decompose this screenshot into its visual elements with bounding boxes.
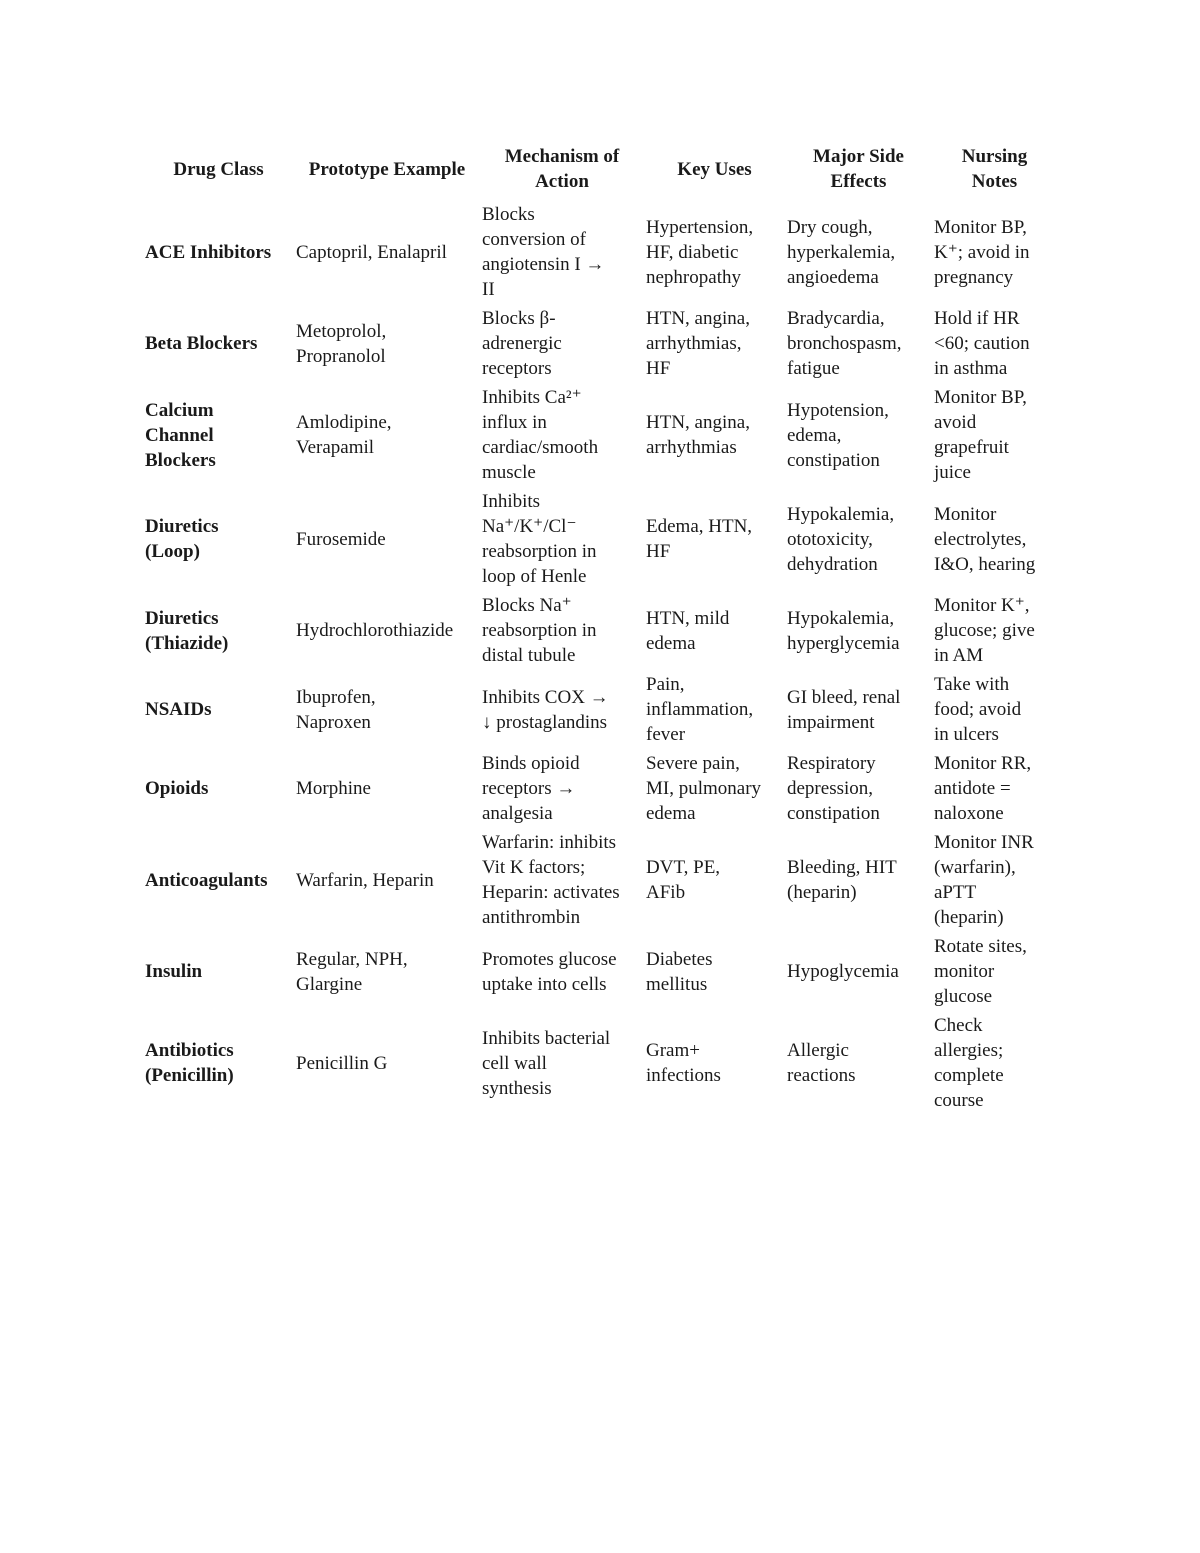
nursing-notes-cell: Monitor electrolytes, I&O, hearing — [934, 503, 1036, 575]
mechanism-cell: Blocks conversion of angiotensin I → II — [482, 204, 605, 300]
mechanism-cell: Promotes glucose uptake into cells — [482, 948, 617, 995]
key-uses-cell: Diabetes mellitus — [646, 948, 713, 995]
table-row — [143, 1011, 1057, 1115]
table-row — [143, 200, 1057, 304]
prototype-cell: Amlodipine, Verapamil — [296, 412, 392, 458]
key-uses-cell: HTN, angina, arrhythmias — [646, 412, 750, 458]
header-major-side-effects: Major Side Effects — [813, 146, 904, 192]
side-effects-cell: Respiratory depression, constipation — [787, 753, 880, 824]
side-effects-cell: GI bleed, renal impairment — [787, 686, 901, 733]
drug-class-cell: Beta Blockers — [145, 333, 258, 354]
mechanism-cell: Inhibits bacterial cell wall synthesis — [482, 1027, 611, 1099]
side-effects-cell: Hypokalemia, ototoxicity, dehydration — [787, 503, 895, 575]
key-uses-cell: Severe pain, MI, pulmonary edema — [646, 753, 762, 824]
key-uses-cell: DVT, PE, AFib — [646, 857, 721, 903]
drug-class-cell: ACE Inhibitors — [145, 241, 272, 263]
key-uses-cell: Pain, inflammation, fever — [646, 674, 754, 745]
side-effects-cell: Allergic reactions — [787, 1040, 856, 1086]
side-effects-cell: Bleeding, HIT (heparin) — [787, 857, 897, 903]
mechanism-cell: Warfarin: inhibits Vit K factors; Heparin: activates antithrombin — [482, 832, 620, 928]
drug-class-table — [143, 142, 1057, 1115]
drug-class-cell: Opioids — [145, 778, 209, 799]
side-effects-cell: Hypokalemia, hyperglycemia — [787, 607, 900, 654]
drug-class-cell: Insulin — [145, 961, 203, 982]
mechanism-cell: Binds opioid receptors → analgesia — [482, 753, 580, 824]
table-row — [143, 383, 1057, 487]
prototype-cell: Captopril, Enalapril — [296, 241, 447, 263]
table-row — [143, 932, 1057, 1011]
mechanism-cell: Blocks Na⁺ reabsorption in distal tubule — [482, 595, 597, 666]
nursing-notes-cell: Monitor INR (warfarin), aPTT (heparin) — [934, 832, 1034, 928]
mechanism-cell: Inhibits Ca²⁺ influx in cardiac/smooth muscle — [482, 387, 599, 483]
table-row — [143, 487, 1057, 591]
drug-class-cell: Calcium Channel Blockers — [145, 399, 216, 471]
nursing-notes-cell: Monitor BP, avoid grapefruit juice — [934, 387, 1027, 483]
nursing-notes-cell: Check allergies; complete course — [934, 1015, 1004, 1111]
table-row — [143, 304, 1057, 383]
drug-class-cell: Anticoagulants — [145, 869, 268, 891]
table-row — [143, 749, 1057, 828]
table-row — [143, 670, 1057, 749]
key-uses-cell: Gram+ infections — [646, 1040, 721, 1086]
prototype-cell: Ibuprofen, Naproxen — [296, 686, 376, 733]
nursing-notes-cell: Hold if HR <60; caution in asthma — [934, 308, 1030, 379]
prototype-cell: Regular, NPH, Glargine — [296, 948, 408, 995]
prototype-cell: Morphine — [296, 778, 371, 799]
prototype-cell: Metoprolol, Propranolol — [296, 320, 387, 367]
nursing-notes-cell: Monitor RR, antidote = naloxone — [934, 753, 1032, 824]
nursing-notes-cell: Monitor K⁺, glucose; give in AM — [934, 595, 1035, 666]
key-uses-cell: Hypertension, HF, diabetic nephropathy — [646, 216, 754, 288]
mechanism-cell: Blocks β- adrenergic receptors — [482, 308, 562, 379]
key-uses-cell: HTN, mild edema — [646, 607, 730, 654]
prototype-cell: Furosemide — [296, 528, 386, 550]
header-prototype-example: Prototype Example — [308, 158, 466, 180]
nursing-notes-cell: Rotate sites, monitor glucose — [934, 936, 1027, 1007]
side-effects-cell: Hypoglycemia — [787, 961, 899, 982]
table-header-row — [143, 142, 1057, 200]
drug-class-cell: NSAIDs — [145, 699, 212, 720]
prototype-cell: Warfarin, Heparin — [296, 869, 434, 891]
side-effects-cell: Bradycardia, bronchospasm, fatigue — [787, 308, 902, 379]
drug-class-cell: Diuretics (Loop) — [145, 516, 219, 562]
mechanism-cell: Inhibits Na⁺/K⁺/Cl⁻ reabsorption in loop of Henle — [482, 491, 597, 587]
table-row — [143, 591, 1057, 670]
nursing-notes-cell: Monitor BP, K⁺; avoid in pregnancy — [934, 216, 1030, 288]
header-nursing-notes: Nursing Notes — [961, 146, 1028, 192]
drug-class-cell: Antibiotics (Penicillin) — [145, 1040, 234, 1086]
header-key-uses: Key Uses — [677, 158, 752, 180]
key-uses-cell: HTN, angina, arrhythmias, HF — [646, 308, 750, 379]
mechanism-cell: Inhibits COX → ↓ prostaglandins — [482, 686, 609, 733]
key-uses-cell: Edema, HTN, HF — [646, 516, 753, 562]
drug-class-cell: Diuretics (Thiazide) — [145, 607, 229, 654]
nursing-notes-cell: Take with food; avoid in ulcers — [934, 674, 1022, 745]
header-drug-class: Drug Class — [173, 158, 264, 180]
table-row — [143, 828, 1057, 932]
header-mechanism-of-action: Mechanism of Action — [504, 146, 620, 192]
side-effects-cell: Hypotension, edema, constipation — [787, 399, 889, 471]
side-effects-cell: Dry cough, hyperkalemia, angioedema — [787, 216, 896, 288]
prototype-cell: Penicillin G — [296, 1052, 388, 1074]
prototype-cell: Hydrochlorothiazide — [296, 620, 454, 641]
